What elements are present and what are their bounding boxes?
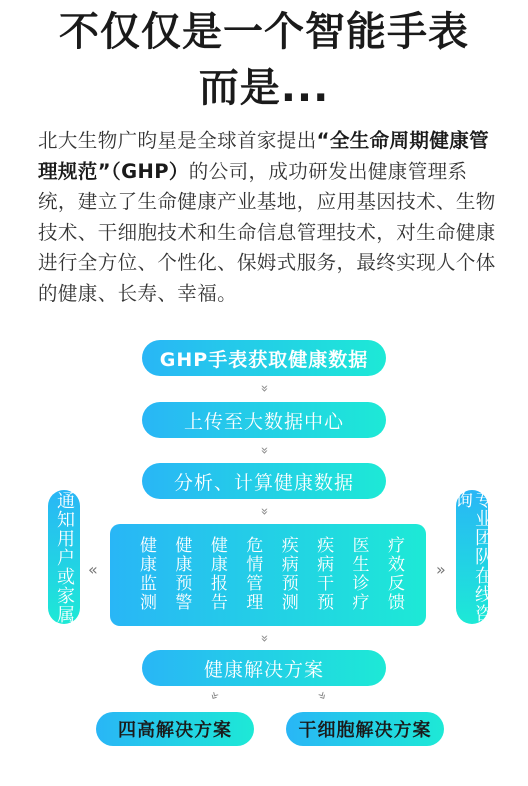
page-subtitle: 而是... [198,65,330,111]
arrow-down-2: » [256,446,272,453]
intro-text-1: 北大生物广昀星是全球首家提出 [38,129,317,152]
arrow-right: » [436,560,446,579]
arrow-down-left: » [205,688,224,704]
page-title: 不仅仅是一个智能手表 [59,9,469,55]
service-monitoring: 健康监测 [136,536,156,612]
step-health-solution: 健康解决方案 [142,650,386,686]
notify-user-box: 通知用户或家属 [48,490,80,624]
intro-highlight: “全生命周期健康管理规范”（GHP） [38,129,490,183]
arrow-down-1: » [256,384,272,391]
arrow-down-4: » [256,634,272,641]
expert-team-box: 专业团队在线咨询 [452,490,493,623]
intro-text-2: 的公司，成功研发出健康管理系统，建立了生命健康产业基地，应用基因技术、生物技术、干细胞技术和生命信息管理技术，对生命健康进行全方位、个性化、保姆式服务，最终实现人个体的健康、长寿、幸福。 [38,159,496,305]
service-prediction: 疾病预测 [277,536,298,612]
service-diagnosis: 医生诊疗 [348,536,369,612]
arrow-left: « [88,560,98,579]
step-analyze-data: 分析、计算健康数据 [142,463,386,499]
service-feedback: 疗效反馈 [383,536,404,612]
outcome-stem-cell: 干细胞解决方案 [286,712,444,746]
services-box [110,524,426,626]
step-collect-data: GHP手表获取健康数据 [142,340,386,376]
outcome-four-high: 四高解决方案 [96,712,254,746]
step-upload-data: 上传至大数据中心 [142,402,386,438]
service-intervention: 疾病干预 [313,536,334,612]
arrow-down-right: » [313,688,332,704]
service-report: 健康报告 [206,536,227,612]
service-crisis: 危情管理 [242,536,263,612]
intro-paragraph [38,126,498,310]
service-warning: 健康预警 [171,536,192,612]
arrow-down-3: » [256,507,272,514]
